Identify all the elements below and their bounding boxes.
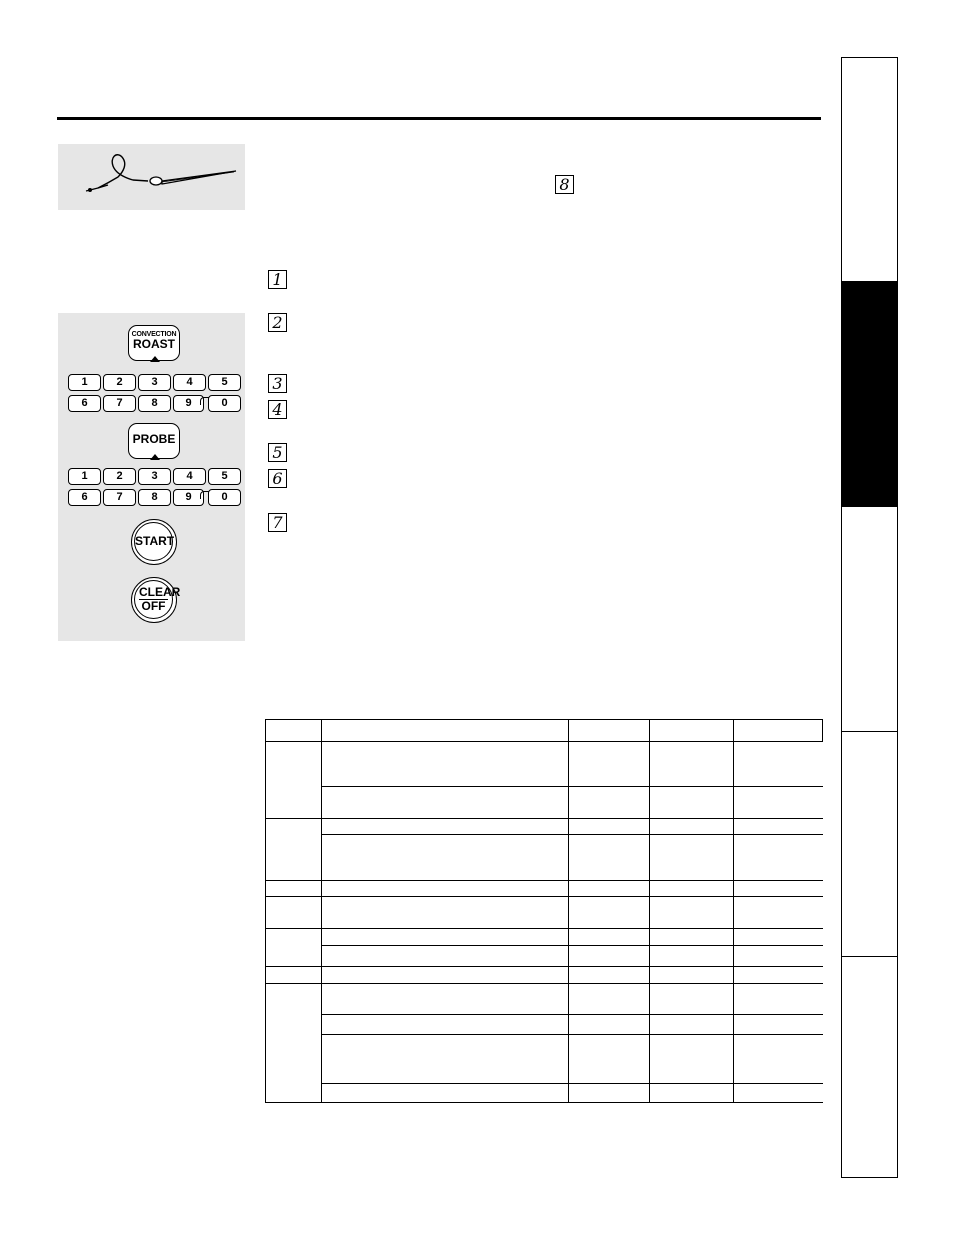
keypad-a-5[interactable]: 5 [208,374,241,391]
keypad-b-1[interactable]: 1 [68,468,101,485]
keypad-a-2[interactable]: 2 [103,374,136,391]
step-2-marker: 2 [268,313,287,332]
section-tab-4[interactable] [842,732,897,957]
table-grid [265,719,823,1103]
clear-label: CLEAR [139,585,181,599]
keypad-b-2[interactable]: 2 [103,468,136,485]
control-panel [58,313,245,641]
off-label: OFF [141,599,166,613]
step-3-marker: 3 [268,374,287,393]
section-tab-2-active[interactable] [842,282,897,507]
step-7-marker: 7 [268,513,287,532]
step-8-marker: 8 [555,175,574,194]
caret-up-icon [150,454,160,460]
roast-button-label: ROAST [133,337,175,351]
keypad-b-5[interactable]: 5 [208,468,241,485]
keypad-b-8[interactable]: 8 [138,489,171,506]
keypad-b-7[interactable]: 7 [103,489,136,506]
keypad-a-0[interactable]: 0 [208,395,241,412]
section-tabs [841,57,898,1178]
probe-button[interactable] [128,423,180,459]
keypad-a-3[interactable]: 3 [138,374,171,391]
convection-roast-button[interactable] [128,325,180,361]
step-5-marker: 5 [268,443,287,462]
section-tab-5[interactable] [842,957,897,1177]
caret-up-icon [150,356,160,362]
step-6-marker: 6 [268,469,287,488]
clear-off-button-face [134,580,181,619]
section-tab-1[interactable] [842,58,897,282]
keypad-b-3[interactable]: 3 [138,468,171,485]
keypad-a-6[interactable]: 6 [68,395,101,412]
keypad-a-8[interactable]: 8 [138,395,171,412]
header-rule [57,117,821,120]
clear-off-button[interactable] [131,577,181,623]
keypad-a-7[interactable]: 7 [103,395,136,412]
keypad-b-6[interactable]: 6 [68,489,101,506]
roast-button-small-label: CONVECTION [131,331,177,338]
probe-button-label: PROBE [132,432,176,446]
start-button-label: START [134,522,173,561]
probe-illustration [58,144,245,210]
keypad-b-0[interactable]: 0 [208,489,241,506]
keypad-b-9[interactable]: 9 [173,489,204,506]
temperature-probe-icon [58,144,245,210]
step-4-marker: 4 [268,400,287,419]
roasting-table [265,719,823,1103]
section-tab-3[interactable] [842,507,897,732]
keypad-a-4[interactable]: 4 [173,374,206,391]
step-1-marker: 1 [268,270,287,289]
keypad-a-9[interactable]: 9 [173,395,204,412]
keypad-a-1[interactable]: 1 [68,374,101,391]
start-button[interactable] [131,519,177,565]
keypad-b-4[interactable]: 4 [173,468,206,485]
